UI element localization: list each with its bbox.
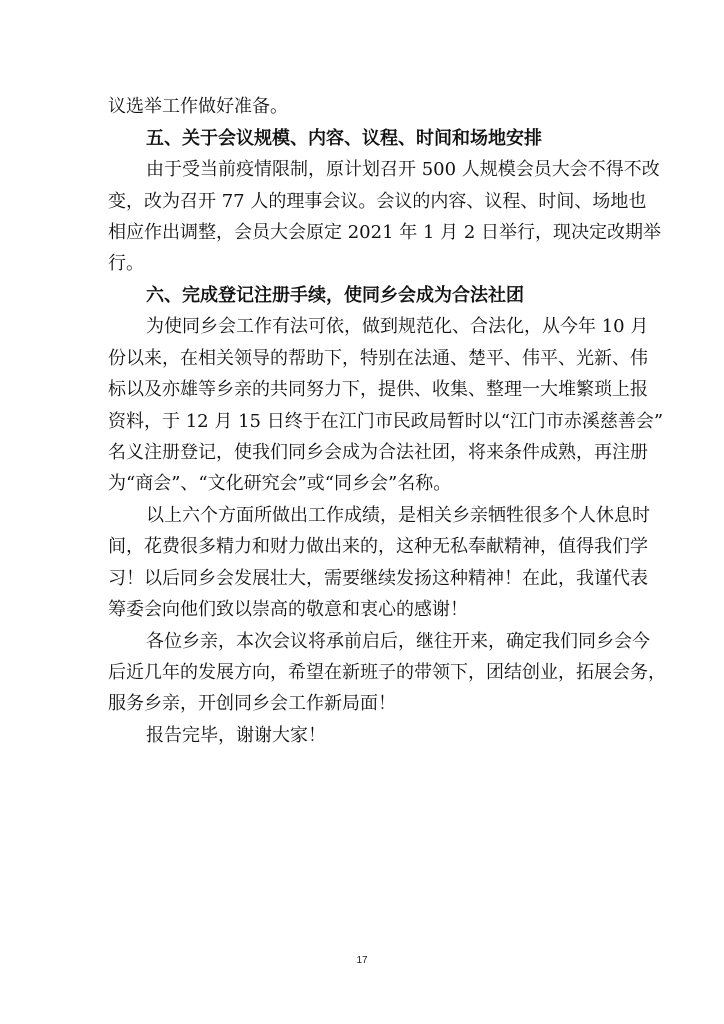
line-text: 相应作出调整，会员大会原定 2021 年 1 月 2 日举行，现决定改期举 <box>108 222 662 243</box>
line-text: 议选举工作做好准备。 <box>108 96 288 117</box>
heading-text: 六、完成登记注册手续，使同乡会成为合法社团 <box>146 285 524 306</box>
line-text: 筹委会向他们致以崇高的敬意和衷心的感谢！ <box>108 599 468 620</box>
line-text: 份以来，在相关领导的帮助下，特别在法通、楚平、伟平、光新、伟 <box>108 348 648 369</box>
page-number: 17 <box>356 955 368 966</box>
line-text: 后近几年的发展方向，希望在新班子的带领下，团结创业，拓展会务， <box>108 662 666 683</box>
line-text: 行。 <box>108 253 144 274</box>
line-text: 服务乡亲，开创同乡会工作新局面！ <box>108 693 396 714</box>
line-text: 以上六个方面所做出工作成绩，是相关乡亲牺牲很多个人休息时 <box>146 505 650 526</box>
line-text: 报告完毕，谢谢大家！ <box>146 725 326 746</box>
line-text: 资料，于 12 月 15 日终于在江门市民政局暂时以“江门市赤溪慈善会” <box>108 411 664 432</box>
heading-text: 五、关于会议规模、内容、议程、时间和场地安排 <box>146 128 542 149</box>
line-text: 各位乡亲，本次会议将承前启后，继往开来，确定我们同乡会今 <box>146 631 650 652</box>
line-text: 为“商会”、“文化研究会”或“同乡会”名称。 <box>108 473 452 494</box>
line-text: 习！以后同乡会发展壮大，需要继续发扬这种精神！在此，我谨代表 <box>108 568 648 589</box>
line-text: 标以及亦雄等乡亲的共同努力下，提供、收集、整理一大堆繁琐上报 <box>108 379 648 400</box>
line-text: 名义注册登记，使我们同乡会成为合法社团，将来条件成熟，再注册 <box>108 442 648 463</box>
line-text: 由于受当前疫情限制，原计划召开 500 人规模会员大会不得不改 <box>146 159 660 180</box>
line-text: 变，改为召开 77 人的理事会议。会议的内容、议程、时间、场地也 <box>108 191 647 212</box>
line-text: 间，花费很多精力和财力做出来的，这种无私奉献精神，值得我们学 <box>108 536 648 557</box>
line-text: 为使同乡会工作有法可依，做到规范化、合法化，从今年 10 月 <box>146 316 649 337</box>
